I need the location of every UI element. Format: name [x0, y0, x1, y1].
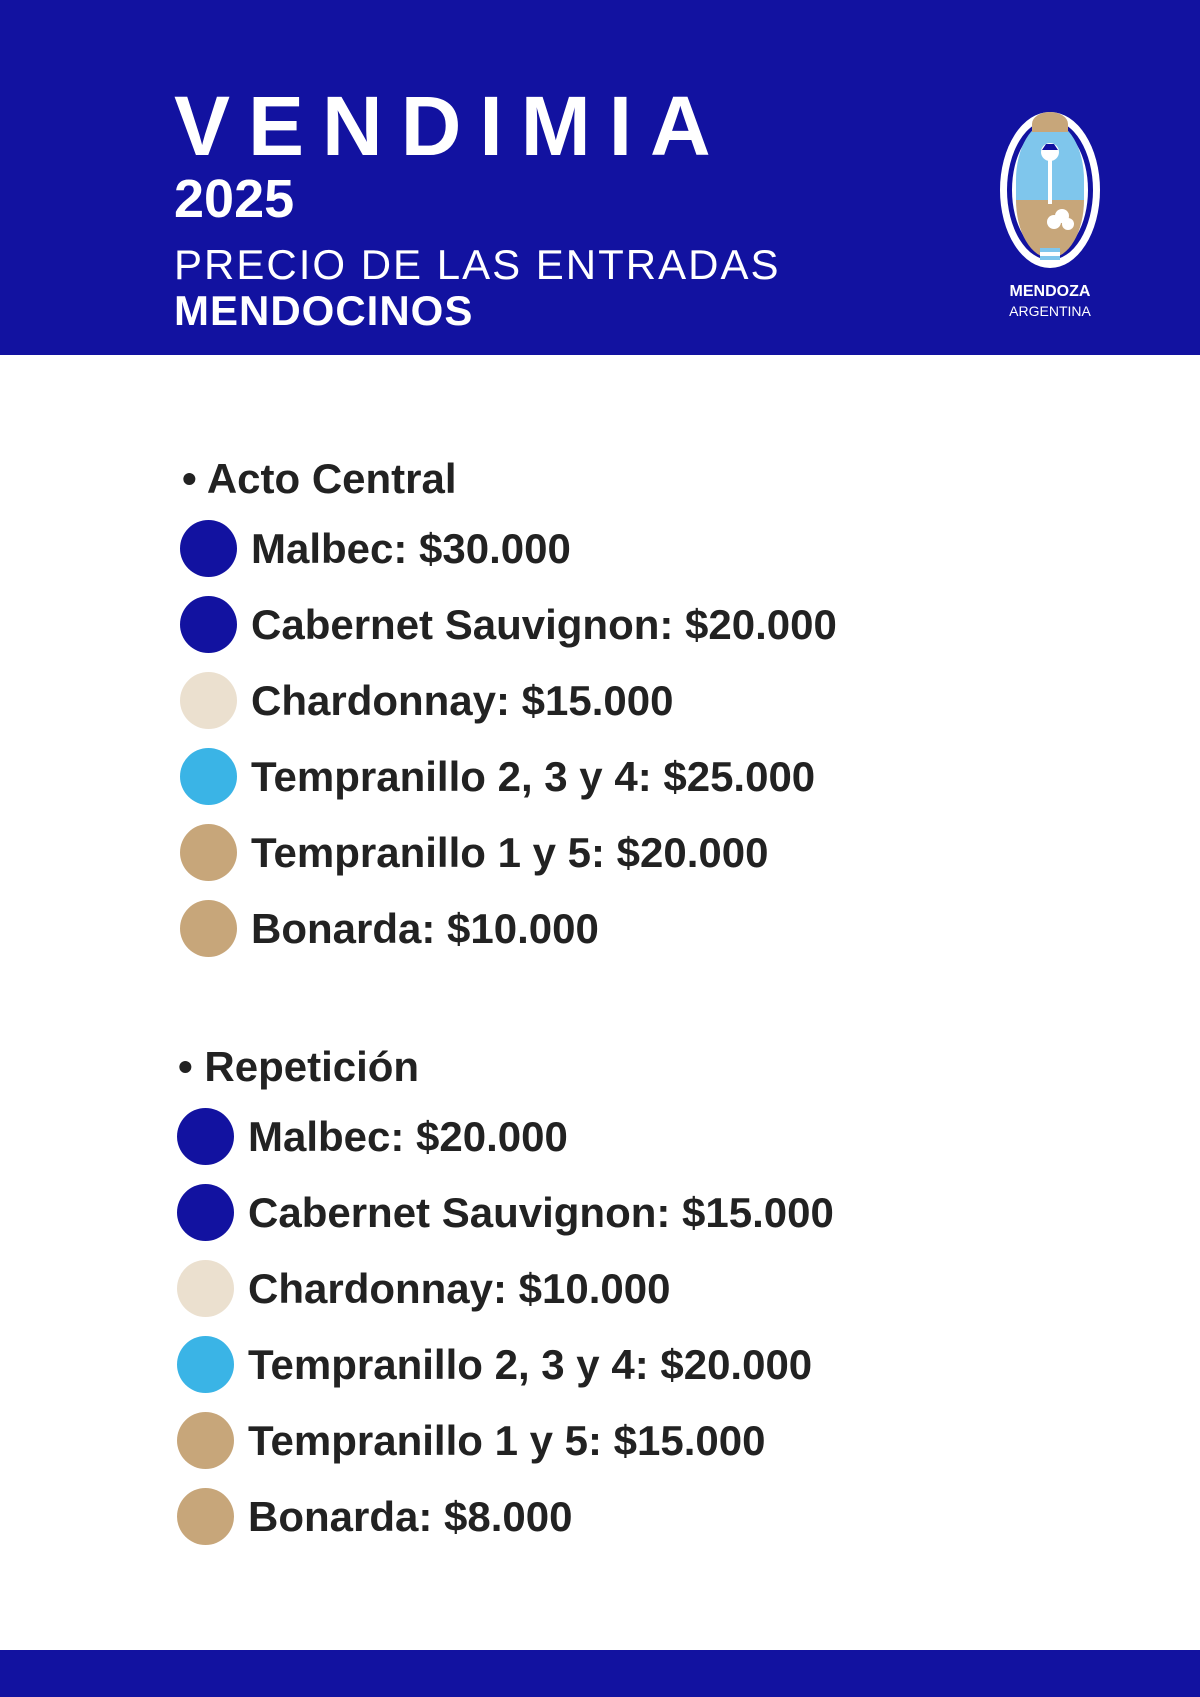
- logo-text-argentina: ARGENTINA: [1009, 303, 1091, 319]
- footer-bar: [0, 1650, 1200, 1697]
- color-dot-icon: [180, 748, 237, 805]
- color-dot-icon: [180, 520, 237, 577]
- color-dot-icon: [180, 672, 237, 729]
- color-dot-icon: [180, 596, 237, 653]
- logo-text-mendoza: MENDOZA: [1009, 283, 1091, 300]
- page-subtitle: PRECIO DE LAS ENTRADAS: [174, 241, 781, 288]
- price-label: Tempranillo 2, 3 y 4: $25.000: [251, 753, 816, 800]
- price-label: Bonarda: $8.000: [248, 1493, 573, 1540]
- color-dot-icon: [177, 1184, 234, 1241]
- color-dot-icon: [177, 1412, 234, 1469]
- price-label: Malbec: $30.000: [251, 525, 571, 572]
- price-label: Tempranillo 1 y 5: $15.000: [248, 1417, 766, 1464]
- color-dot-icon: [177, 1108, 234, 1165]
- price-label: Chardonnay: $10.000: [248, 1265, 671, 1312]
- mendoza-shield-icon: [998, 110, 1102, 280]
- price-label: Tempranillo 2, 3 y 4: $20.000: [248, 1341, 813, 1388]
- event-year: 2025: [174, 169, 295, 229]
- audience-label: MENDOCINOS: [174, 287, 474, 334]
- price-label: Tempranillo 1 y 5: $20.000: [251, 829, 769, 876]
- section-title-acto-central: • Acto Central: [182, 455, 457, 502]
- mendoza-logo: [990, 110, 1110, 320]
- price-label: Cabernet Sauvignon: $15.000: [248, 1189, 834, 1236]
- color-dot-icon: [177, 1260, 234, 1317]
- header-banner: [0, 0, 1200, 355]
- color-dot-icon: [180, 900, 237, 957]
- price-label: Cabernet Sauvignon: $20.000: [251, 601, 837, 648]
- section-title-repeticion: • Repetición: [178, 1043, 420, 1090]
- color-dot-icon: [177, 1336, 234, 1393]
- color-dot-icon: [180, 824, 237, 881]
- page-title: VENDIMIA: [174, 79, 729, 173]
- color-dot-icon: [177, 1488, 234, 1545]
- price-label: Bonarda: $10.000: [251, 905, 599, 952]
- price-label: Chardonnay: $15.000: [251, 677, 674, 724]
- price-label: Malbec: $20.000: [248, 1113, 568, 1160]
